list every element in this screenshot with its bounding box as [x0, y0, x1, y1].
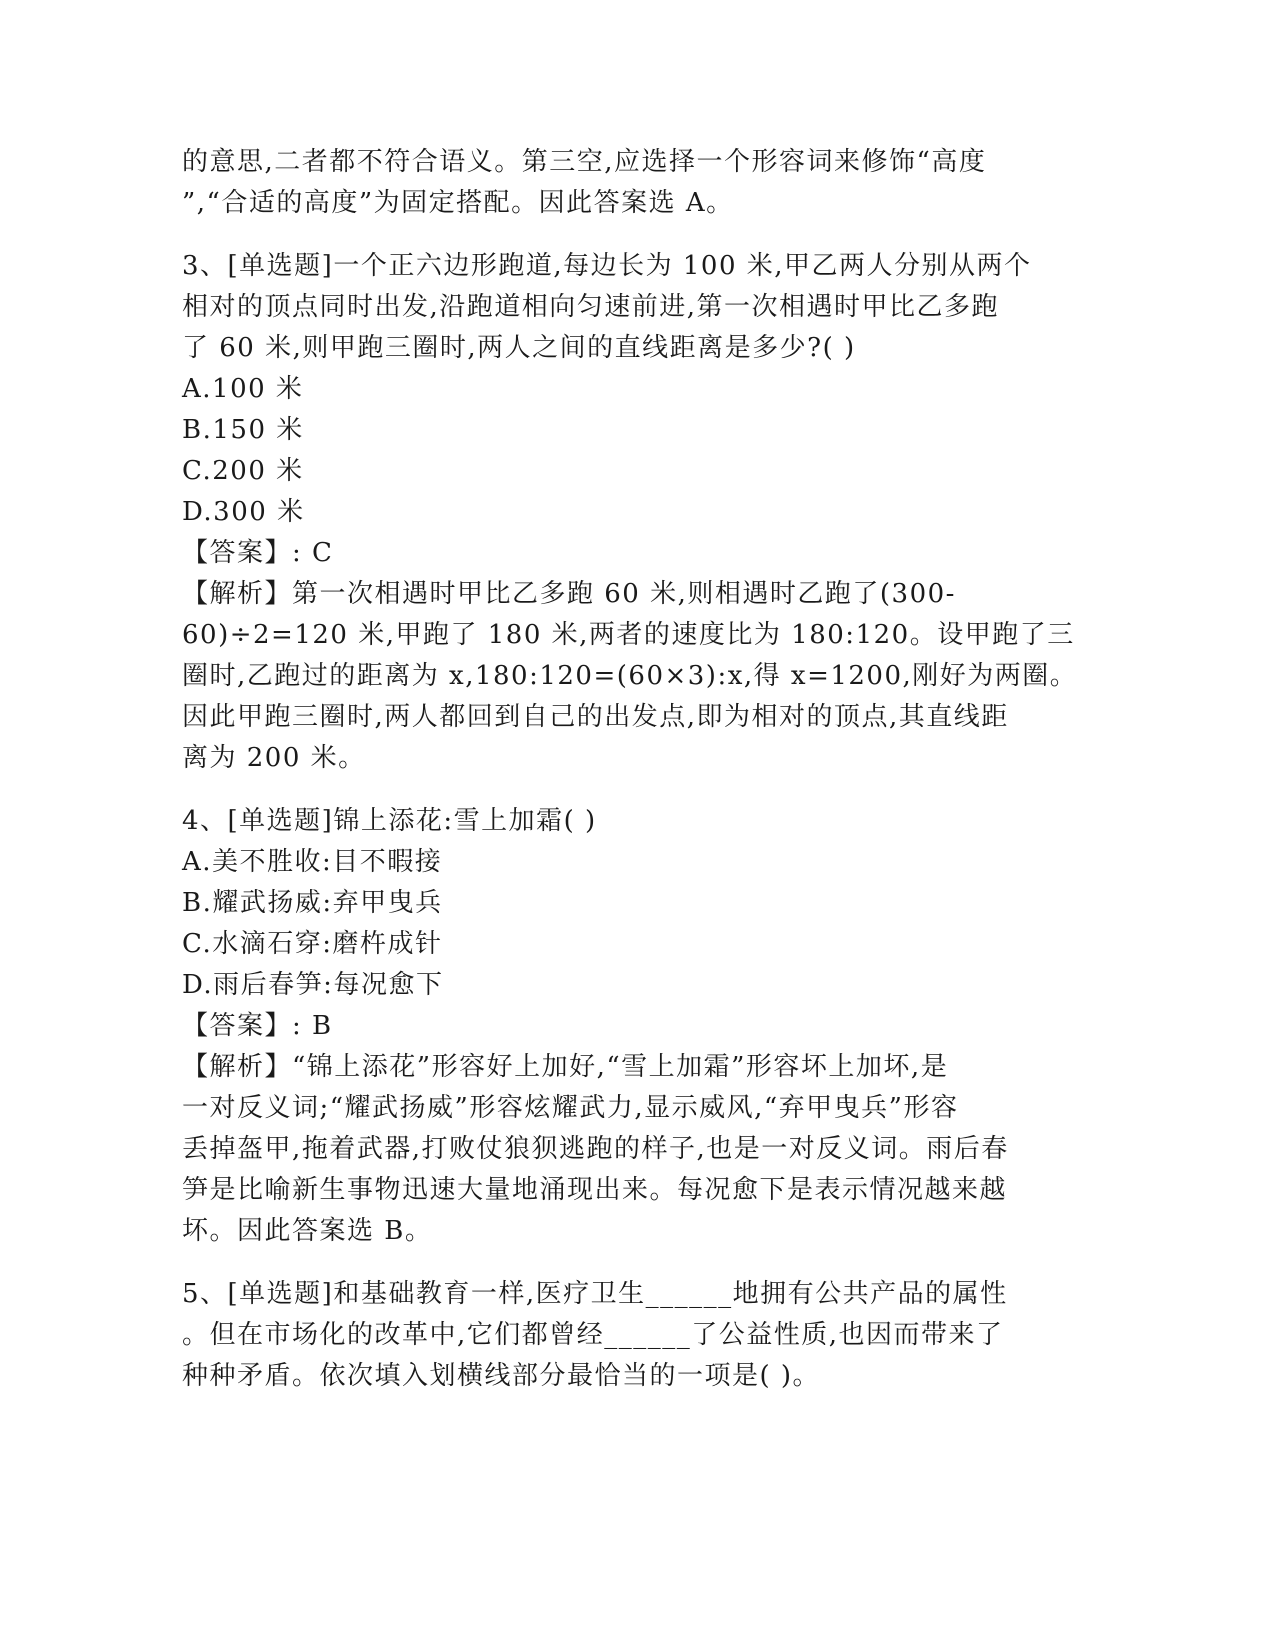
question-4-answer: 【答案】: B: [182, 1011, 333, 1041]
question-3-text: 了 60 米,则甲跑三圈时,两人之间的直线距离是多少?( ): [182, 333, 856, 363]
question-4-option-a: A.美不胜收:目不暇接: [182, 847, 443, 877]
question-3-analysis: 离为 200 米。: [182, 743, 366, 773]
question-4-analysis: 【解析】“锦上添花”形容好上加好,“雪上加霜”形容坏上加坏,是: [182, 1052, 949, 1082]
analysis-continuation-line: ”,“合适的高度”为固定搭配。因此答案选 A。: [182, 188, 734, 218]
question-3-option-d: D.300 米: [182, 497, 305, 527]
question-5-text: 5、[单选题]和基础教育一样,医疗卫生______地拥有公共产品的属性: [182, 1279, 1008, 1309]
question-4-option-d: D.雨后春笋:每况愈下: [182, 970, 444, 1000]
question-5-text: 。但在市场化的改革中,它们都曾经______了公益性质,也因而带来了: [182, 1320, 1004, 1350]
question-3-answer: 【答案】: C: [182, 538, 334, 568]
question-4-analysis: 一对反义词;“耀武扬威”形容炫耀武力,显示威风,“弃甲曳兵”形容: [182, 1093, 959, 1123]
question-3-analysis: 因此甲跑三圈时,两人都回到自己的出发点,即为相对的顶点,其直线距: [182, 702, 1009, 732]
question-3-analysis: 【解析】第一次相遇时甲比乙多跑 60 米,则相遇时乙跑了(300-: [182, 579, 956, 609]
question-3-option-b: B.150 米: [182, 415, 304, 445]
question-4-analysis: 笋是比喻新生事物迅速大量地涌现出来。每况愈下是表示情况越来越: [182, 1175, 1008, 1205]
question-4-option-c: C.水滴石穿:磨杵成针: [182, 929, 443, 959]
question-3-analysis: 圈时,乙跑过的距离为 x,180:120=(60×3):x,得 x=1200,刚好为两圈。: [182, 661, 1078, 691]
question-4-text: 4、[单选题]锦上添花:雪上加霜( ): [182, 806, 597, 836]
question-4-analysis: 坏。因此答案选 B。: [182, 1216, 433, 1246]
question-3-text: 相对的顶点同时出发,沿跑道相向匀速前进,第一次相遇时甲比乙多跑: [182, 292, 1000, 322]
question-3-text: 3、[单选题]一个正六边形跑道,每边长为 100 米,甲乙两人分别从两个: [182, 251, 1032, 281]
question-3-analysis: 60)÷2=120 米,甲跑了 180 米,两者的速度比为 180:120。设甲跑了三: [182, 620, 1075, 650]
question-4-analysis: 丢掉盔甲,拖着武器,打败仗狼狈逃跑的样子,也是一对反义词。雨后春: [182, 1134, 1009, 1164]
question-3-option-c: C.200 米: [182, 456, 304, 486]
analysis-continuation-line: 的意思,二者都不符合语义。第三空,应选择一个形容词来修饰“高度: [182, 147, 987, 177]
question-3-option-a: A.100 米: [182, 374, 304, 404]
question-4-option-b: B.耀武扬威:弃甲曳兵: [182, 888, 443, 918]
question-5-text: 种种矛盾。依次填入划横线部分最恰当的一项是( )。: [182, 1361, 821, 1391]
